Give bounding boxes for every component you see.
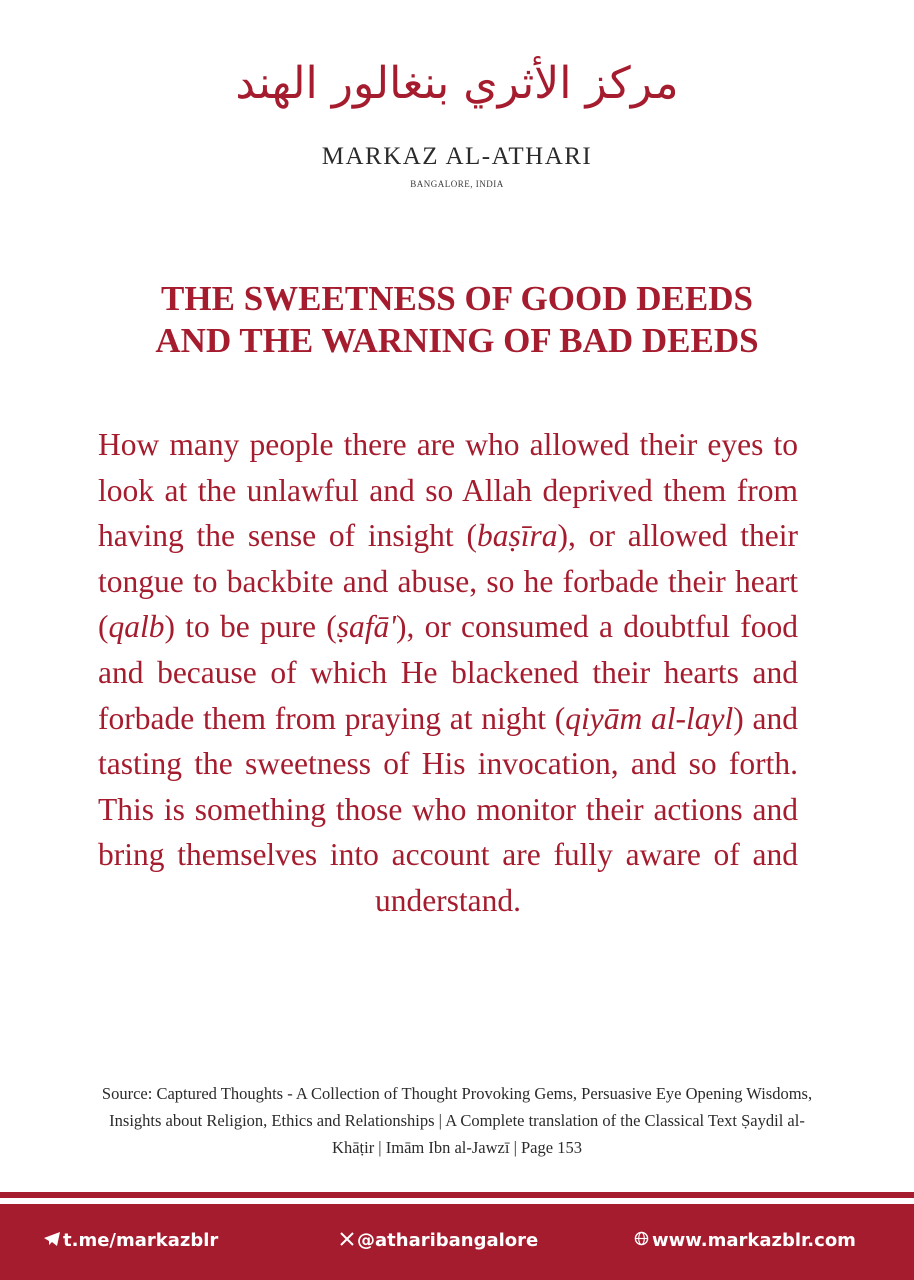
footer-bar [0,1204,914,1280]
x-label: @atharibangalore [357,1230,539,1251]
logo [0,58,914,189]
logo-arabic-calligraphy: مركز الأثري بنغالور الهند [235,58,679,109]
quote-term: ṣafā' [336,609,396,645]
quote-term: baṣīra [476,518,558,554]
quote-segment: ) to be pure ( [164,609,337,645]
quote-segment: How many people there are who allowed their eyes to look at the unlawful and so Allah deprived them from having the sense of insight ( [98,427,798,554]
logo-location: BANGALORE, INDIA [410,179,504,189]
globe-icon [634,1230,649,1251]
logo-name: MARKAZ AL-ATHARI [321,143,593,170]
quote-term: qiyām al-layl [565,700,734,736]
quote-text [98,422,798,924]
quote-segment: ), or consumed a doubtful food and because of which He blackened their hearts and forbade them from praying at night ( [98,609,798,736]
page-title [0,278,914,362]
footer-divider [0,1192,914,1198]
source-citation: Source: Captured Thoughts - A Collection of Thought Provoking Gems, Persuasive Eye Opening Wisdoms, Insights about Religion, Ethics and Relationships | A Complete translation of the Classical Text Ṣaydil al-Khāṭir | Imām Ibn al-Jawzī | Page 153 [101,1084,813,1157]
website-label: www.markazblr.com [652,1230,856,1251]
quote-segment: ) and tasting the sweetness of His invocation, and so forth. This is something those who monitor their actions and bring themselves into account are fully aware of and understand. [98,700,798,918]
x-icon [340,1230,354,1251]
quote-term: qalb [108,609,165,645]
website-link[interactable] [634,1230,856,1251]
x-link[interactable] [340,1230,538,1251]
title-line-1: THE SWEETNESS OF GOOD DEEDS [161,279,753,318]
telegram-icon [44,1230,60,1251]
quote-segment: ), or allowed their tongue to backbite and abuse, so he forbade their heart ( [98,518,798,645]
telegram-link[interactable] [44,1230,218,1251]
title-line-2: AND THE WARNING OF BAD DEEDS [155,321,759,360]
telegram-label: t.me/markazblr [63,1230,219,1251]
